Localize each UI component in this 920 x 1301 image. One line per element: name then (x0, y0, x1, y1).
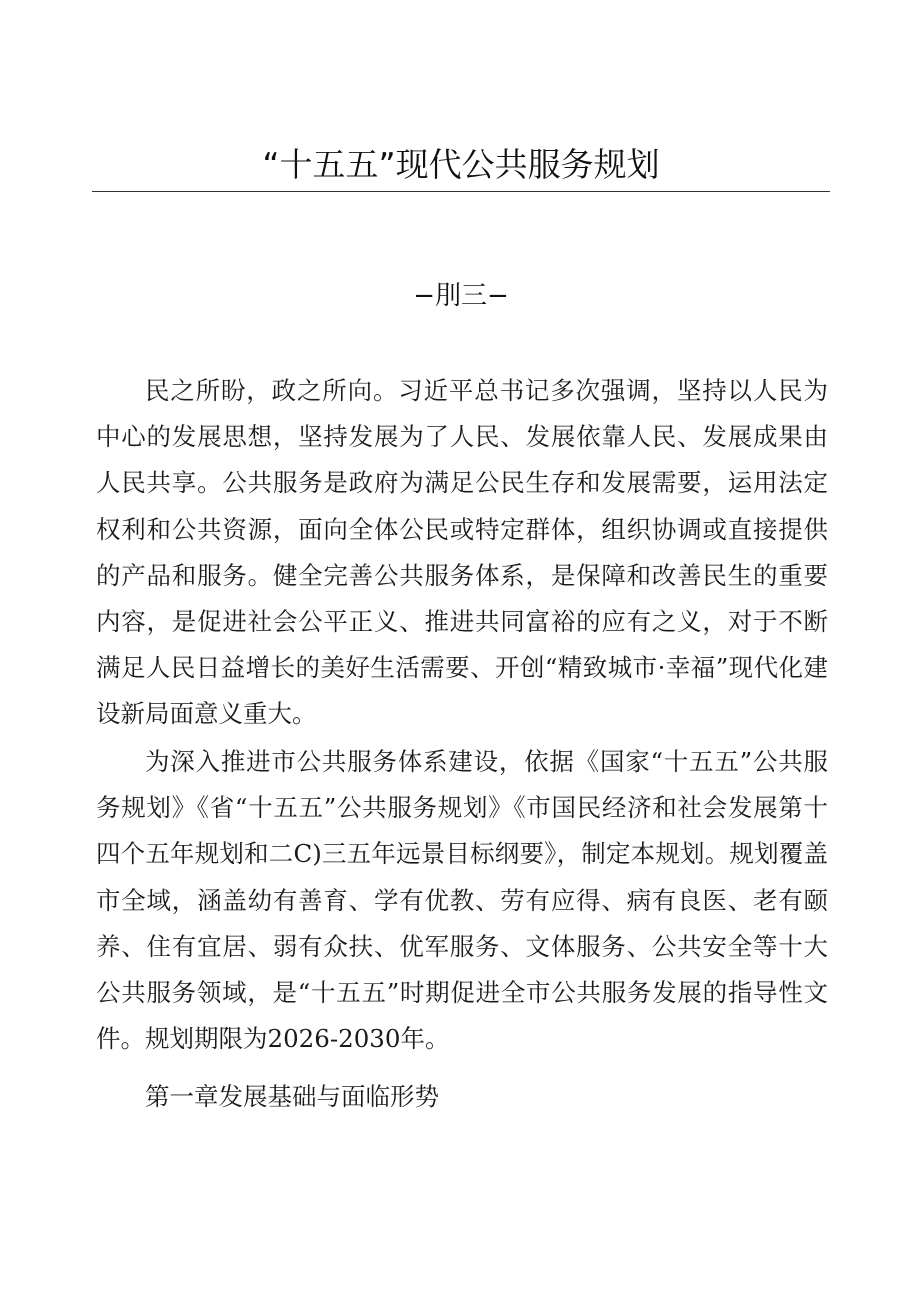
document-title: “十五五”现代公共服务规划 (262, 145, 660, 184)
title-divider (92, 191, 830, 192)
preface-heading: −刖三− (413, 281, 509, 311)
paragraph-preface-2: 为深入推进市公共服务体系建设，依据《国家“十五五”公共服务规划》《省“十五五”公共服务规划》《市国民经济和社会发展第十四个五年规划和二C)三五年远景目标纲要》，制定本规划。规划覆盖市全域，涵盖幼有善育、学有优教、劳有应得、病有良医、老有颐养、住有宜居、弱有众扶、优军服务、文体服务、公共安全等十大公共服务领域，是“十五五”时期促进全市公共服务发展的指导性文件。规划期限为2026-2030年。 (96, 747, 828, 1054)
chapter-heading: 第一章发展基础与面临形势 (145, 1082, 439, 1111)
paragraph-preface-1: 民之所盼，政之所向。习近平总书记多次强调，坚持以人民为中心的发展思想，坚持发展为了人民、发展依靠人民、发展成果由人民共享。公共服务是政府为满足公民生存和发展需要，运用法定权利和公共资源，面向全体公民或特定群体，组织协调或直接提供的产品和服务。健全完善公共服务体系，是保障和改善民生的重要内容，是促进社会公平正义、推进共同富裕的应有之义，对于不断满足人民日益增长的美好生活需要、开创“精致城市·幸福”现代化建设新局面意义重大。 (96, 376, 828, 729)
